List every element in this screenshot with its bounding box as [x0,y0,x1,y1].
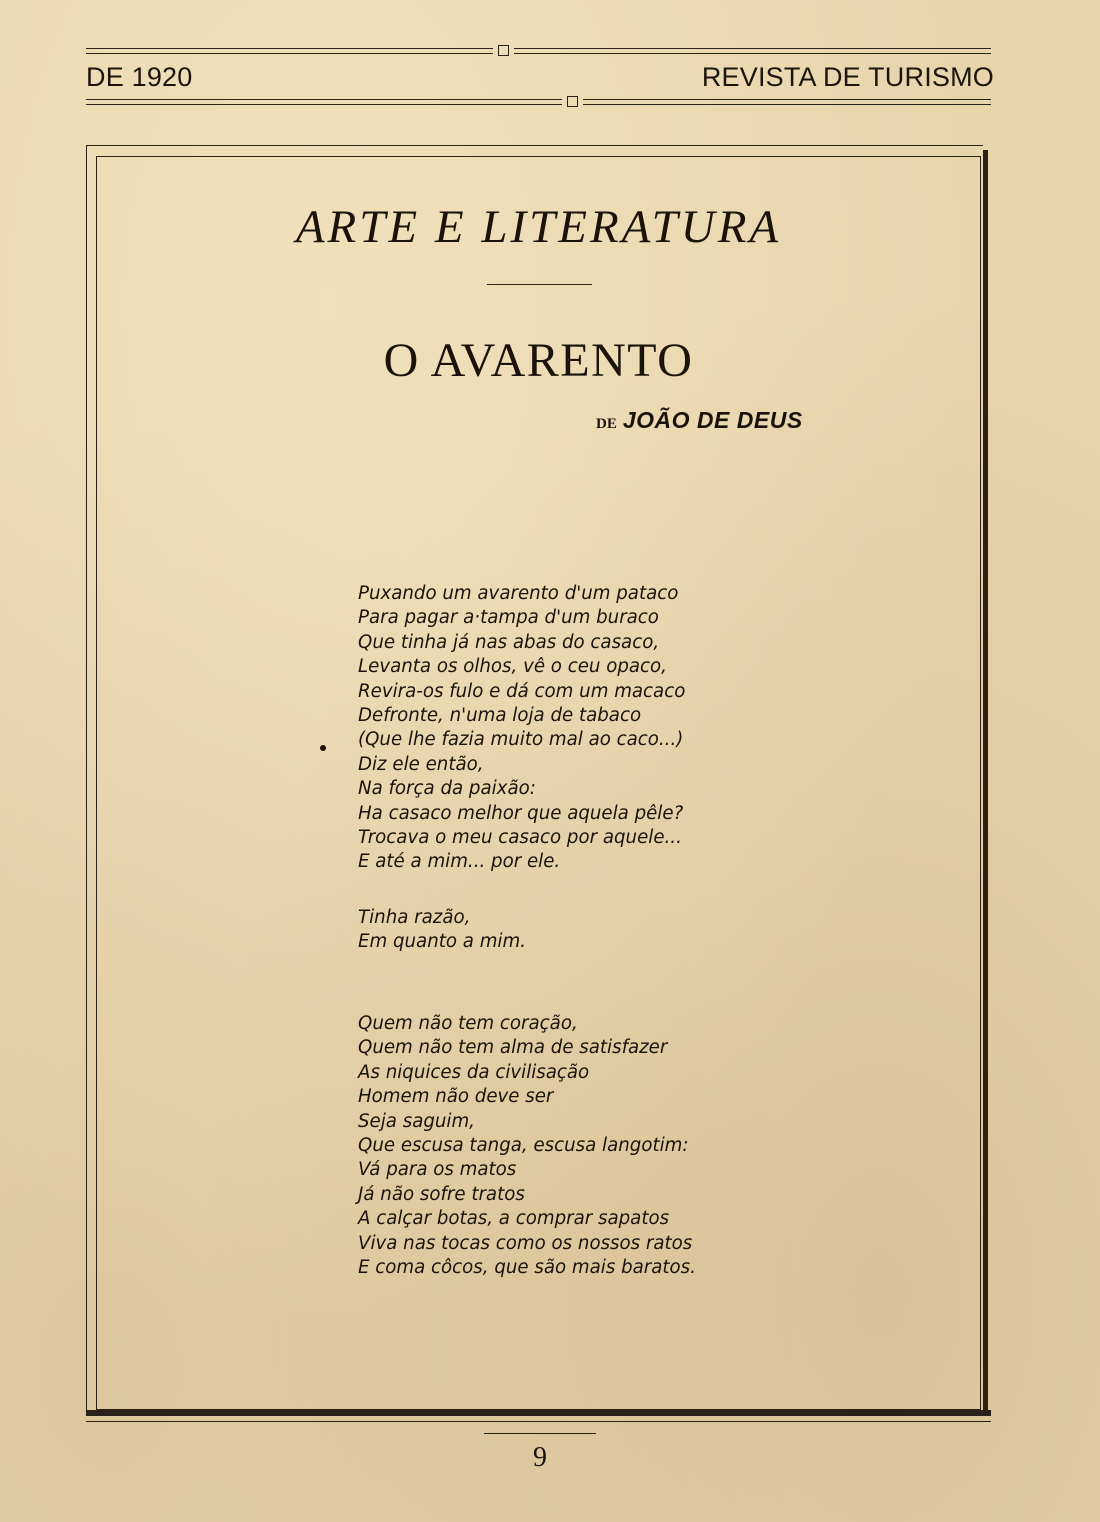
poem-line: Defronte, n'uma loja de tabaco [358,704,642,726]
poem-author: JOÃO DE DEUS [622,407,803,433]
footer-rule [484,1433,596,1434]
header-top-ornament-icon [498,45,509,56]
running-head-magazine: REVISTA DE TURISMO [701,62,994,92]
frame-shadow-bottom [86,1410,991,1416]
frame-shadow-right [983,150,988,1414]
poem-line: Para pagar a·tampa d'um buraco [358,607,659,629]
poem-line: Trocava o meu casaco por aquele... [358,826,682,848]
frame-outer-top [86,145,983,146]
header-bottom-rule-left [86,99,562,100]
poem-line: Viva nas tocas como os nossos ratos [358,1232,693,1254]
poem-line: Revira-os fulo e dá com um macaco [358,680,686,702]
poem-line: Diz ele então, [358,753,484,775]
header-top-rule-left-2 [86,53,493,54]
header-bottom-rule-right-2 [583,104,991,105]
poem-line: Que tinha já nas abas do casaco, [358,631,660,653]
byline-preposition: DE [596,416,617,432]
header-top-rule-right-2 [514,53,991,54]
poem-line: Quem não tem coração, [358,1013,578,1034]
header-bottom-rule-right [583,99,991,100]
page-number [0,1440,1080,1474]
poem-line: A calçar botas, a comprar sapatos [358,1208,670,1230]
section-title: ARTE E LITERATURA [295,201,782,253]
header-bottom-ornament-icon [567,96,578,107]
poem-line: Vá para os matos [358,1159,517,1181]
poem-line: Homem não deve ser [358,1086,554,1108]
poem-line: E coma côcos, que são mais baratos. [358,1256,696,1278]
frame-bottom-rule [86,1421,991,1422]
poem-line: Na força da paixão: [358,778,536,800]
header-top-rule-left [86,48,493,49]
poem-line: Ha casaco melhor que aquela pêle? [358,802,684,824]
poem-line: Tinha razão, [358,907,471,928]
print-speck [320,745,326,751]
poem-line: As niquices da civilisação [358,1061,590,1083]
poem-line: Que escusa tanga, escusa langotim: [358,1134,689,1156]
poem-byline [596,407,803,434]
header-bottom-rule-left-2 [86,104,562,105]
poem-stanza-1 [358,582,685,875]
poem-line: Quem não tem alma de satisfazer [358,1037,668,1059]
poem-stanza-3 [358,1012,696,1280]
running-head-date: DE 1920 [86,62,193,92]
poem-stanza-2 [358,906,526,955]
poem-line: Seja saguim, [358,1110,475,1132]
poem-line: Já não sofre tratos [358,1183,525,1205]
poem-line: Levanta os olhos, vê o ceu opaco, [358,656,667,678]
header-top-rule-right [514,48,991,49]
section-title-rule [487,284,592,285]
poem-line: (Que lhe fazia muito mal ao caco...) [358,729,684,751]
frame-outer-left [86,145,87,1415]
poem-line: Em quanto a mim. [358,931,526,953]
poem-title: O AVARENTO [383,334,694,387]
poem-line: Puxando um avarento d'um pataco [358,583,679,604]
page-number-text: 9 [533,1442,547,1473]
poem-line: E até a mim... por ele. [358,851,561,873]
